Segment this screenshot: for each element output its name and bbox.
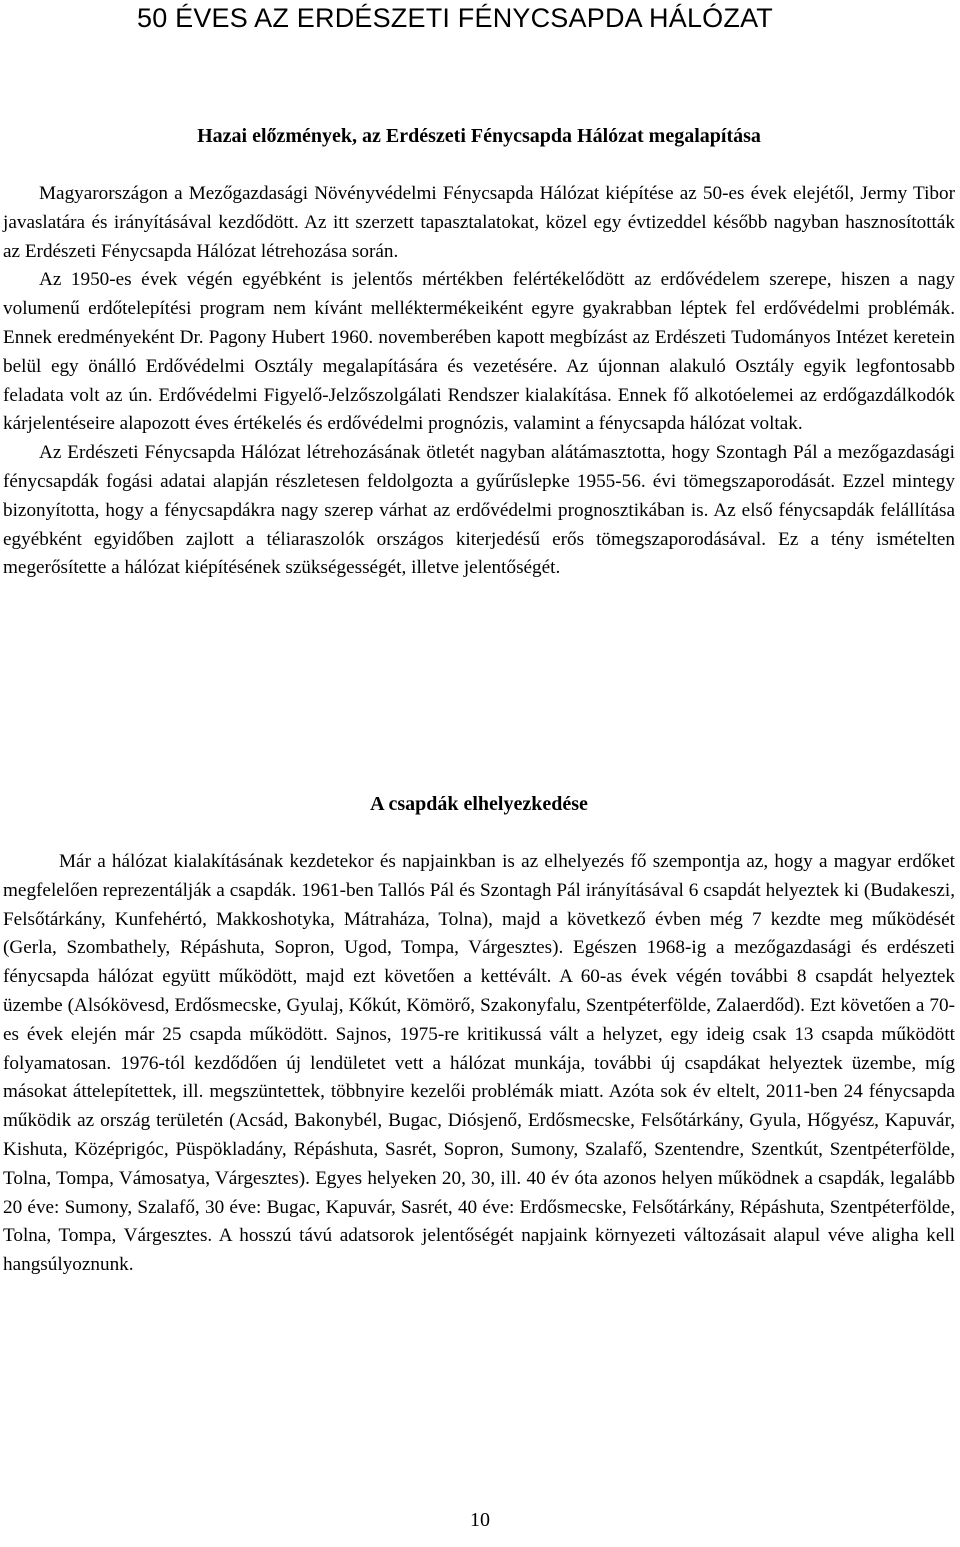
page-number: 10 — [470, 1509, 490, 1531]
paragraph: Az 1950-es évek végén egyébként is jelentős mértékben felértékelődött az erdővédelem szerepe, hiszen a nagy volumenű erdőtelepítési program nem kívánt melléktermékeiként egyre gyakrabban léptek fel erdővédelmi problémák. Ennek eredményeként Dr. Pagony Hubert 1960. novemberében kapott megbízást az Erdészeti Tudományos Intézet keretein belül egy önálló Erdővédelmi Osztály megalapítására és vezetésére. Az újonnan alakuló Osztály egyik legfontosabb feladata volt az ún. Erdővédelmi Figyelő-Jelzőszolgálati Rendszer kialakítása. Ennek fő alkotóelemei az erdőgazdálkodók kárjelentéseire alapozott éves értékelés és erdővédelmi prognózis, valamint a fénycsapda hálózat voltak. — [3, 269, 955, 435]
document-title: 50 ÉVES AZ ERDÉSZETI FÉNYCSAPDA HÁLÓZAT — [137, 3, 773, 33]
section-heading: Hazai előzmények, az Erdészeti Fénycsapda Hálózat megalapítása — [197, 125, 761, 147]
section-heading: A csapdák elhelyezkedése — [370, 793, 588, 815]
paragraph: Már a hálózat kialakításának kezdetekor és napjainkban is az elhelyezés fő szempontja az, hogy a magyar erdőket megfelelően reprezentálják a csapdák. 1961-ben Tallós Pál és Szontagh Pál irányításával 6 csapdát helyeztek ki (Budakeszi, Felsőtárkány, Kunfehértó, Makkoshotyka, Mátraháza, Tolna), majd a következő évben még 7 kezdte meg működését (Gerla, Szombathely, Répáshuta, Sopron, Ugod, Tompa, Várgesztes). Egészen 1968-ig a mezőgazdasági és erdészeti fénycsapda hálózat együtt működött, majd ezt követően a kettévált. A 60-as évek végén további 8 csapdát helyeztek üzembe (Alsókövesd, Erdősmecske, Gyulaj, Kőkút, Kömörő, Szakonyfalu, Szentpéterfölde, Zalaerdőd). Ezt követően a 70-es évek elején már 25 csapda működött. Sajnos, 1975-re kritikussá vált a helyzet, egy ideig csak 13 csapda működött folyamatosan. 1976-tól kezdődően új lendületet vett a hálózat munkája, további új csapdákat helyeztek üzembe, míg másokat áttelepítettek, ill. megszüntettek, többnyire kezelői problémák miatt. Azóta sok év eltelt, 2011-ben 24 fénycsapda működik az ország területén (Acsád, Bakonybél, Bugac, Diósjenő, Erdősmecske, Felsőtárkány, Gyula, Hőgyész, Kapuvár, Kishuta, Középrigóc, Püspökladány, Répáshuta, Sasrét, Sopron, Sumony, Szalafő, Szentendre, Szentkút, Szentpéterfölde, Tolna, Tompa, Vámosatya, Várgesztes). Egyes helyeken 20, 30, ill. 40 év óta azonos helyen működnek a csapdák, legalább 20 éve: Sumony, Szalafő, 30 éve: Bugac, Kapuvár, Sasrét, 40 éve: Erdősmecske, Felsőtárkány, Répáshuta, Szentpéterfölde, Tolna, Tompa, Várgesztes. A hosszú távú adatsorok jelentőségét napjaink környezeti változásait alapul véve aligha kell hangsúlyoznunk. — [3, 851, 955, 1276]
section-trap-locations — [3, 790, 955, 1280]
paragraph: Magyarországon a Mezőgazdasági Növényvédelmi Fénycsapda Hálózat kiépítése az 50-es évek elejétől, Jermy Tibor javaslatára és irányításával kezdődött. Az itt szerzett tapasztalatokat, közel egy évtizeddel később nagyban hasznosították az Erdészeti Fénycsapda Hálózat létrehozása során. — [3, 183, 955, 262]
paragraph: Az Erdészeti Fénycsapda Hálózat létrehozásának ötletét nagyban alátámasztotta, hogy Szontagh Pál a mezőgazdasági fénycsapdák fogási adatai alapján részletesen feldolgozta a gyűrűslepke 1955-56. évi tömegszaporodását. Ezzel mintegy bizonyította, hogy a fénycsapdákra nagy szerep várhat az erdővédelmi prognosztikában is. Az első fénycsapdák felállítása egyébként egyidőben zajlott a téliaraszolók országos kiterjedésű erős tömegszaporodásával. Ez a tény ismételten megerősítette a hálózat kiépítésének szükségességét, illetve jelentőségét. — [3, 442, 955, 579]
section-history — [3, 122, 955, 583]
